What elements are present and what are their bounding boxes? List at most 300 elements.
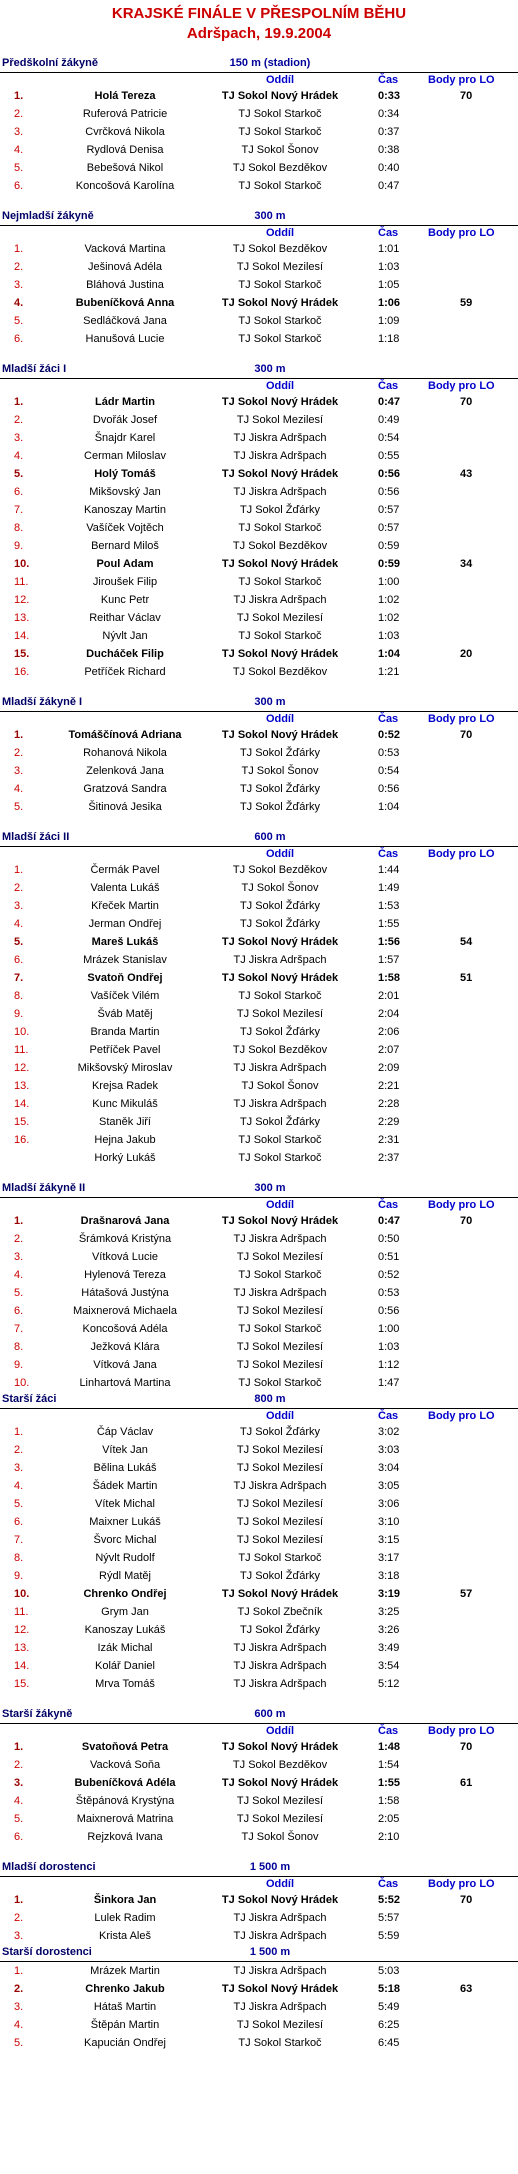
athlete-name: Krista Aleš bbox=[99, 1930, 151, 1942]
finish-time: 1:57 bbox=[378, 954, 400, 966]
result-row bbox=[0, 915, 518, 933]
finish-time: 0:54 bbox=[378, 432, 400, 444]
athlete-name: Zelenková Jana bbox=[86, 765, 164, 777]
club-name: TJ Jiskra Adršpach bbox=[233, 1233, 327, 1245]
rank: 4. bbox=[14, 297, 24, 309]
column-header-time: Čas bbox=[378, 713, 399, 725]
result-row bbox=[0, 1023, 518, 1041]
club-name: TJ Sokol Starkoč bbox=[238, 1134, 322, 1146]
finish-time: 0:37 bbox=[378, 126, 400, 138]
club-name: TJ Sokol Mezilesí bbox=[236, 1498, 324, 1510]
rank: 6. bbox=[14, 1516, 24, 1528]
column-headers bbox=[0, 226, 518, 240]
finish-time: 3:15 bbox=[378, 1534, 400, 1546]
rank: 10. bbox=[14, 1377, 30, 1389]
rank: 2. bbox=[14, 747, 24, 759]
finish-time: 6:25 bbox=[378, 2019, 400, 2031]
rank: 6. bbox=[14, 333, 24, 345]
finish-time: 0:49 bbox=[378, 414, 400, 426]
rank: 3. bbox=[14, 126, 24, 138]
club-name: TJ Sokol Starkoč bbox=[238, 1152, 322, 1164]
athlete-name: Vašíček Vilém bbox=[90, 990, 160, 1002]
club-name: TJ Jiskra Adršpach bbox=[233, 954, 327, 966]
rank: 3. bbox=[14, 900, 24, 912]
club-name: TJ Sokol Žďárky bbox=[239, 1570, 321, 1582]
club-name: TJ Jiskra Adršpach bbox=[233, 432, 327, 444]
finish-time: 5:12 bbox=[378, 1678, 400, 1690]
rank: 9. bbox=[14, 540, 24, 552]
rank: 14. bbox=[14, 1660, 30, 1672]
finish-time: 0:52 bbox=[378, 1269, 400, 1281]
result-row bbox=[0, 573, 518, 591]
finish-time: 0:40 bbox=[378, 162, 400, 174]
club-name: TJ Sokol Šonov bbox=[241, 1080, 319, 1092]
club-name: TJ Sokol Mezilesí bbox=[236, 1795, 324, 1807]
rank: 15. bbox=[14, 648, 30, 660]
finish-time: 0:56 bbox=[378, 783, 400, 795]
rank: 4. bbox=[14, 450, 24, 462]
result-row bbox=[0, 1338, 518, 1356]
points: 70 bbox=[460, 396, 473, 408]
column-header-time: Čas bbox=[378, 1410, 399, 1422]
athlete-name: Švorc Michal bbox=[93, 1534, 157, 1546]
column-header-club: Oddíl bbox=[265, 1199, 295, 1211]
finish-time: 3:04 bbox=[378, 1462, 400, 1474]
athlete-name: Reithar Václav bbox=[89, 612, 161, 624]
result-row bbox=[0, 2016, 518, 2034]
athlete-name: Ládr Martin bbox=[95, 396, 155, 408]
column-header-points: Body pro LO bbox=[428, 1199, 495, 1211]
rank: 6. bbox=[14, 180, 24, 192]
result-row bbox=[0, 465, 518, 483]
club-name: TJ Jiskra Adršpach bbox=[233, 1660, 327, 1672]
category-section bbox=[0, 1945, 518, 2052]
section-gap bbox=[0, 348, 518, 362]
rank: 7. bbox=[14, 1323, 24, 1335]
finish-time: 3:06 bbox=[378, 1498, 400, 1510]
rank: 5. bbox=[14, 315, 24, 327]
result-row bbox=[0, 591, 518, 609]
finish-time: 2:04 bbox=[378, 1008, 400, 1020]
athlete-name: Ješinová Adéla bbox=[88, 261, 162, 273]
result-row bbox=[0, 501, 518, 519]
rank: 10. bbox=[14, 1026, 30, 1038]
club-name: TJ Sokol Mezilesí bbox=[236, 1359, 324, 1371]
rank: 1. bbox=[14, 396, 24, 408]
points: 20 bbox=[460, 648, 473, 660]
athlete-name: Grym Jan bbox=[101, 1606, 149, 1618]
finish-time: 1:21 bbox=[378, 666, 400, 678]
athlete-name: Hátaš Martin bbox=[93, 2001, 157, 2013]
athlete-name: Vítková Lucie bbox=[91, 1251, 159, 1263]
points: 51 bbox=[460, 972, 473, 984]
result-row bbox=[0, 1495, 518, 1513]
rank: 3. bbox=[14, 279, 24, 291]
rank: 12. bbox=[14, 594, 30, 606]
athlete-name: Mikšovský Miroslav bbox=[77, 1062, 173, 1074]
rank: 8. bbox=[14, 522, 24, 534]
club-name: TJ Sokol Žďárky bbox=[239, 747, 321, 759]
finish-time: 0:38 bbox=[378, 144, 400, 156]
club-name: TJ Sokol Žďárky bbox=[239, 1426, 321, 1438]
rank: 1. bbox=[14, 1426, 24, 1438]
rank: 4. bbox=[14, 783, 24, 795]
points: 54 bbox=[460, 936, 473, 948]
rank: 11. bbox=[14, 1606, 29, 1618]
finish-time: 1:54 bbox=[378, 1759, 400, 1771]
club-name: TJ Sokol Nový Hrádek bbox=[221, 972, 339, 984]
category-distance: 300 m bbox=[254, 696, 286, 708]
athlete-name: Vítková Jana bbox=[93, 1359, 157, 1371]
points: 59 bbox=[460, 297, 473, 309]
rank: 2. bbox=[14, 261, 24, 273]
section-gap bbox=[0, 195, 518, 209]
category-name: Starší dorostenci bbox=[2, 1946, 92, 1958]
athlete-name: Branda Martin bbox=[90, 1026, 160, 1038]
athlete-name: Mrázek Martin bbox=[90, 1965, 160, 1977]
finish-time: 3:19 bbox=[378, 1588, 401, 1600]
athlete-name: Hanušová Lucie bbox=[85, 333, 165, 345]
result-row bbox=[0, 87, 518, 105]
page-subtitle: Adršpach, 19.9.2004 bbox=[186, 25, 332, 42]
finish-time: 0:56 bbox=[378, 468, 401, 480]
category-section bbox=[0, 830, 518, 1167]
finish-time: 0:52 bbox=[378, 729, 401, 741]
result-row bbox=[0, 744, 518, 762]
athlete-name: Bernard Miloš bbox=[91, 540, 159, 552]
athlete-name: Bubeníčková Adéla bbox=[74, 1777, 176, 1789]
result-row bbox=[0, 1005, 518, 1023]
rank: 5. bbox=[14, 801, 24, 813]
result-row bbox=[0, 105, 518, 123]
category-header bbox=[0, 695, 518, 712]
rank: 8. bbox=[14, 1341, 24, 1353]
finish-time: 1:44 bbox=[378, 864, 400, 876]
club-name: TJ Sokol Žďárky bbox=[239, 1026, 321, 1038]
club-name: TJ Sokol Nový Hrádek bbox=[221, 1894, 339, 1906]
club-name: TJ Sokol Nový Hrádek bbox=[221, 558, 339, 570]
club-name: TJ Jiskra Adršpach bbox=[233, 1930, 327, 1942]
result-row bbox=[0, 1810, 518, 1828]
club-name: TJ Sokol Šonov bbox=[241, 144, 319, 156]
rank: 15. bbox=[14, 1678, 30, 1690]
category-header bbox=[0, 1392, 518, 1409]
rank: 2. bbox=[14, 1233, 24, 1245]
points: 70 bbox=[460, 1215, 473, 1227]
rank: 1. bbox=[14, 1894, 24, 1906]
athlete-name: Kanoszay Martin bbox=[84, 504, 166, 516]
finish-time: 5:59 bbox=[378, 1930, 400, 1942]
club-name: TJ Sokol Starkoč bbox=[238, 2037, 322, 2049]
result-row bbox=[0, 240, 518, 258]
athlete-name: Štěpán Martin bbox=[90, 2019, 160, 2031]
athlete-name: Šinkora Jan bbox=[93, 1894, 157, 1906]
finish-time: 1:00 bbox=[378, 1323, 400, 1335]
rank: 6. bbox=[14, 954, 24, 966]
rank: 5. bbox=[14, 1813, 24, 1825]
athlete-name: Ježková Klára bbox=[90, 1341, 160, 1353]
category-header bbox=[0, 209, 518, 226]
club-name: TJ Sokol Nový Hrádek bbox=[221, 468, 339, 480]
athlete-name: Linhartová Martina bbox=[79, 1377, 171, 1389]
section-gap bbox=[0, 1693, 518, 1707]
result-row bbox=[0, 1459, 518, 1477]
club-name: TJ Sokol Nový Hrádek bbox=[221, 1983, 339, 1995]
club-name: TJ Sokol Starkoč bbox=[238, 279, 322, 291]
points: 43 bbox=[460, 468, 473, 480]
finish-time: 1:04 bbox=[378, 801, 400, 813]
finish-time: 5:18 bbox=[378, 1983, 401, 1995]
athlete-name: Holý Tomáš bbox=[94, 468, 156, 480]
finish-time: 0:50 bbox=[378, 1233, 400, 1245]
club-name: TJ Sokol Žďárky bbox=[239, 1116, 321, 1128]
rank: 1. bbox=[14, 1741, 24, 1753]
club-name: TJ Sokol Mezilesí bbox=[236, 1305, 324, 1317]
result-row bbox=[0, 1356, 518, 1374]
result-row bbox=[0, 555, 518, 573]
rank: 3. bbox=[14, 1462, 24, 1474]
category-section bbox=[0, 209, 518, 348]
club-name: TJ Sokol Starkoč bbox=[238, 180, 322, 192]
club-name: TJ Sokol Starkoč bbox=[238, 1552, 322, 1564]
page-title: KRAJSKÉ FINÁLE V PŘESPOLNÍM BĚHU bbox=[111, 5, 407, 22]
athlete-name: Poul Adam bbox=[96, 558, 154, 570]
finish-time: 0:47 bbox=[378, 180, 400, 192]
finish-time: 1:05 bbox=[378, 279, 400, 291]
column-header-points: Body pro LO bbox=[428, 227, 495, 239]
athlete-name: Staněk Jiří bbox=[99, 1116, 151, 1128]
rank: 13. bbox=[14, 1642, 30, 1654]
club-name: TJ Jiskra Adršpach bbox=[233, 594, 327, 606]
result-row bbox=[0, 1657, 518, 1675]
finish-time: 0:47 bbox=[378, 396, 401, 408]
result-row bbox=[0, 1567, 518, 1585]
points: 70 bbox=[460, 729, 473, 741]
athlete-name: Šádek Martin bbox=[92, 1480, 158, 1492]
finish-time: 1:00 bbox=[378, 576, 400, 588]
column-header-points: Body pro LO bbox=[428, 713, 495, 725]
rank: 8. bbox=[14, 1552, 24, 1564]
athlete-name: Koncošová Adéla bbox=[82, 1323, 168, 1335]
result-row bbox=[0, 1230, 518, 1248]
column-header-points: Body pro LO bbox=[428, 848, 495, 860]
rank: 5. bbox=[14, 1287, 24, 1299]
result-row bbox=[0, 1077, 518, 1095]
rank: 6. bbox=[14, 1831, 24, 1843]
finish-time: 2:21 bbox=[378, 1080, 400, 1092]
result-row bbox=[0, 1738, 518, 1756]
rank: 15. bbox=[14, 1116, 30, 1128]
column-header-time: Čas bbox=[378, 1725, 399, 1737]
result-row bbox=[0, 1927, 518, 1945]
rank: 3. bbox=[14, 2001, 24, 2013]
rank: 7. bbox=[14, 504, 24, 516]
section-gap bbox=[0, 816, 518, 830]
results-list bbox=[0, 56, 518, 2052]
athlete-name: Holá Tereza bbox=[94, 90, 156, 102]
category-distance: 600 m bbox=[254, 831, 286, 843]
club-name: TJ Sokol Starkoč bbox=[238, 1323, 322, 1335]
athlete-name: Horký Lukáš bbox=[94, 1152, 156, 1164]
rank: 10. bbox=[14, 1588, 30, 1600]
club-name: TJ Sokol Bezděkov bbox=[232, 666, 328, 678]
athlete-name: Petříček Pavel bbox=[89, 1044, 161, 1056]
rank: 5. bbox=[14, 2037, 24, 2049]
finish-time: 1:55 bbox=[378, 918, 400, 930]
finish-time: 2:09 bbox=[378, 1062, 400, 1074]
athlete-name: Drašnarová Jana bbox=[80, 1215, 170, 1227]
club-name: TJ Sokol Mezilesí bbox=[236, 261, 324, 273]
result-row bbox=[0, 861, 518, 879]
club-name: TJ Sokol Šonov bbox=[241, 1831, 319, 1843]
result-row bbox=[0, 762, 518, 780]
column-headers bbox=[0, 712, 518, 726]
column-header-points: Body pro LO bbox=[428, 380, 495, 392]
club-name: TJ Sokol Žďárky bbox=[239, 504, 321, 516]
rank: 13. bbox=[14, 1080, 30, 1092]
rank: 16. bbox=[14, 666, 30, 678]
column-headers bbox=[0, 1724, 518, 1738]
column-header-points: Body pro LO bbox=[428, 1410, 495, 1422]
result-row bbox=[0, 780, 518, 798]
club-name: TJ Sokol Starkoč bbox=[238, 333, 322, 345]
finish-time: 0:33 bbox=[378, 90, 401, 102]
club-name: TJ Sokol Nový Hrádek bbox=[221, 729, 339, 741]
result-row bbox=[0, 1302, 518, 1320]
finish-time: 3:26 bbox=[378, 1624, 400, 1636]
club-name: TJ Jiskra Adršpach bbox=[233, 1912, 327, 1924]
club-name: TJ Sokol Bezděkov bbox=[232, 1044, 328, 1056]
points: 57 bbox=[460, 1588, 473, 1600]
rank: 5. bbox=[14, 468, 24, 480]
finish-time: 0:54 bbox=[378, 765, 400, 777]
column-headers bbox=[0, 847, 518, 861]
rank: 4. bbox=[14, 2019, 24, 2031]
rank: 4. bbox=[14, 144, 24, 156]
rank: 7. bbox=[14, 1534, 24, 1546]
result-row bbox=[0, 177, 518, 195]
category-header bbox=[0, 1860, 518, 1877]
finish-time: 0:47 bbox=[378, 1215, 401, 1227]
result-row bbox=[0, 798, 518, 816]
rank: 2. bbox=[14, 1983, 24, 1995]
athlete-name: Mikšovský Jan bbox=[89, 486, 161, 498]
category-header bbox=[0, 1945, 518, 1962]
athlete-name: Bláhová Justina bbox=[86, 279, 164, 291]
finish-time: 2:07 bbox=[378, 1044, 400, 1056]
result-row bbox=[0, 1549, 518, 1567]
result-row bbox=[0, 1131, 518, 1149]
finish-time: 3:49 bbox=[378, 1642, 400, 1654]
column-header-points: Body pro LO bbox=[428, 74, 495, 86]
rank: 9. bbox=[14, 1008, 24, 1020]
rank: 2. bbox=[14, 882, 24, 894]
column-header-club: Oddíl bbox=[265, 1878, 295, 1890]
result-row bbox=[0, 897, 518, 915]
athlete-name: Křeček Martin bbox=[91, 900, 159, 912]
result-row bbox=[0, 411, 518, 429]
club-name: TJ Sokol Žďárky bbox=[239, 918, 321, 930]
category-section bbox=[0, 1181, 518, 1392]
athlete-name: Lulek Radim bbox=[94, 1912, 156, 1924]
category-distance: 600 m bbox=[254, 1708, 286, 1720]
athlete-name: Ducháček Filip bbox=[86, 648, 164, 660]
athlete-name: Chrenko Ondřej bbox=[83, 1588, 167, 1600]
club-name: TJ Sokol Mezilesí bbox=[236, 1008, 324, 1020]
result-row bbox=[0, 1477, 518, 1495]
club-name: TJ Sokol Mezilesí bbox=[236, 612, 324, 624]
result-row bbox=[0, 645, 518, 663]
club-name: TJ Jiskra Adršpach bbox=[233, 1287, 327, 1299]
result-row bbox=[0, 1828, 518, 1846]
athlete-name: Vacková Martina bbox=[84, 243, 166, 255]
finish-time: 1:03 bbox=[378, 1341, 400, 1353]
finish-time: 3:54 bbox=[378, 1660, 400, 1672]
column-headers bbox=[0, 1877, 518, 1891]
finish-time: 1:49 bbox=[378, 882, 400, 894]
finish-time: 2:06 bbox=[378, 1026, 400, 1038]
athlete-name: Koncošová Karolína bbox=[75, 180, 175, 192]
athlete-name: Nývlt Rudolf bbox=[95, 1552, 155, 1564]
rank: 8. bbox=[14, 990, 24, 1002]
category-name: Mladší žákyně II bbox=[2, 1182, 86, 1194]
column-header-time: Čas bbox=[378, 227, 399, 239]
finish-time: 0:53 bbox=[378, 1287, 400, 1299]
result-row bbox=[0, 1909, 518, 1927]
club-name: TJ Sokol Mezilesí bbox=[236, 1251, 324, 1263]
rank: 1. bbox=[14, 1215, 24, 1227]
athlete-name: Izák Michal bbox=[97, 1642, 153, 1654]
athlete-name: Kunc Mikuláš bbox=[92, 1098, 158, 1110]
club-name: TJ Sokol Bezděkov bbox=[232, 162, 328, 174]
result-row bbox=[0, 159, 518, 177]
club-name: TJ Sokol Starkoč bbox=[238, 1269, 322, 1281]
rank: 12. bbox=[14, 1624, 30, 1636]
finish-time: 1:09 bbox=[378, 315, 400, 327]
club-name: TJ Sokol Mezilesí bbox=[236, 1462, 324, 1474]
result-row bbox=[0, 1962, 518, 1980]
athlete-name: Kanoszay Lukáš bbox=[84, 1624, 166, 1636]
athlete-name: Mrázek Stanislav bbox=[83, 954, 167, 966]
result-row bbox=[0, 1059, 518, 1077]
club-name: TJ Sokol Bezděkov bbox=[232, 540, 328, 552]
club-name: TJ Sokol Mezilesí bbox=[236, 1534, 324, 1546]
athlete-name: Šitinová Jesika bbox=[88, 801, 162, 813]
rank: 9. bbox=[14, 1359, 24, 1371]
category-header bbox=[0, 1181, 518, 1198]
result-row bbox=[0, 969, 518, 987]
result-row bbox=[0, 1266, 518, 1284]
rank: 5. bbox=[14, 936, 24, 948]
finish-time: 5:57 bbox=[378, 1912, 400, 1924]
finish-time: 5:49 bbox=[378, 2001, 400, 2013]
finish-time: 0:53 bbox=[378, 747, 400, 759]
athlete-name: Maixnerová Michaela bbox=[73, 1305, 177, 1317]
athlete-name: Mrva Tomáš bbox=[95, 1678, 155, 1690]
athlete-name: Štěpánová Krystýna bbox=[75, 1795, 175, 1807]
column-header-time: Čas bbox=[378, 1878, 399, 1890]
column-header-club: Oddíl bbox=[265, 848, 295, 860]
club-name: TJ Sokol Mezilesí bbox=[236, 1516, 324, 1528]
category-name: Starší žákyně bbox=[2, 1708, 73, 1720]
rank: 3. bbox=[14, 765, 24, 777]
result-row bbox=[0, 294, 518, 312]
athlete-name: Nývlt Jan bbox=[102, 630, 148, 642]
category-name: Mladší žákyně I bbox=[2, 696, 83, 708]
result-row bbox=[0, 1998, 518, 2016]
club-name: TJ Sokol Starkoč bbox=[238, 1377, 322, 1389]
result-row bbox=[0, 1212, 518, 1230]
